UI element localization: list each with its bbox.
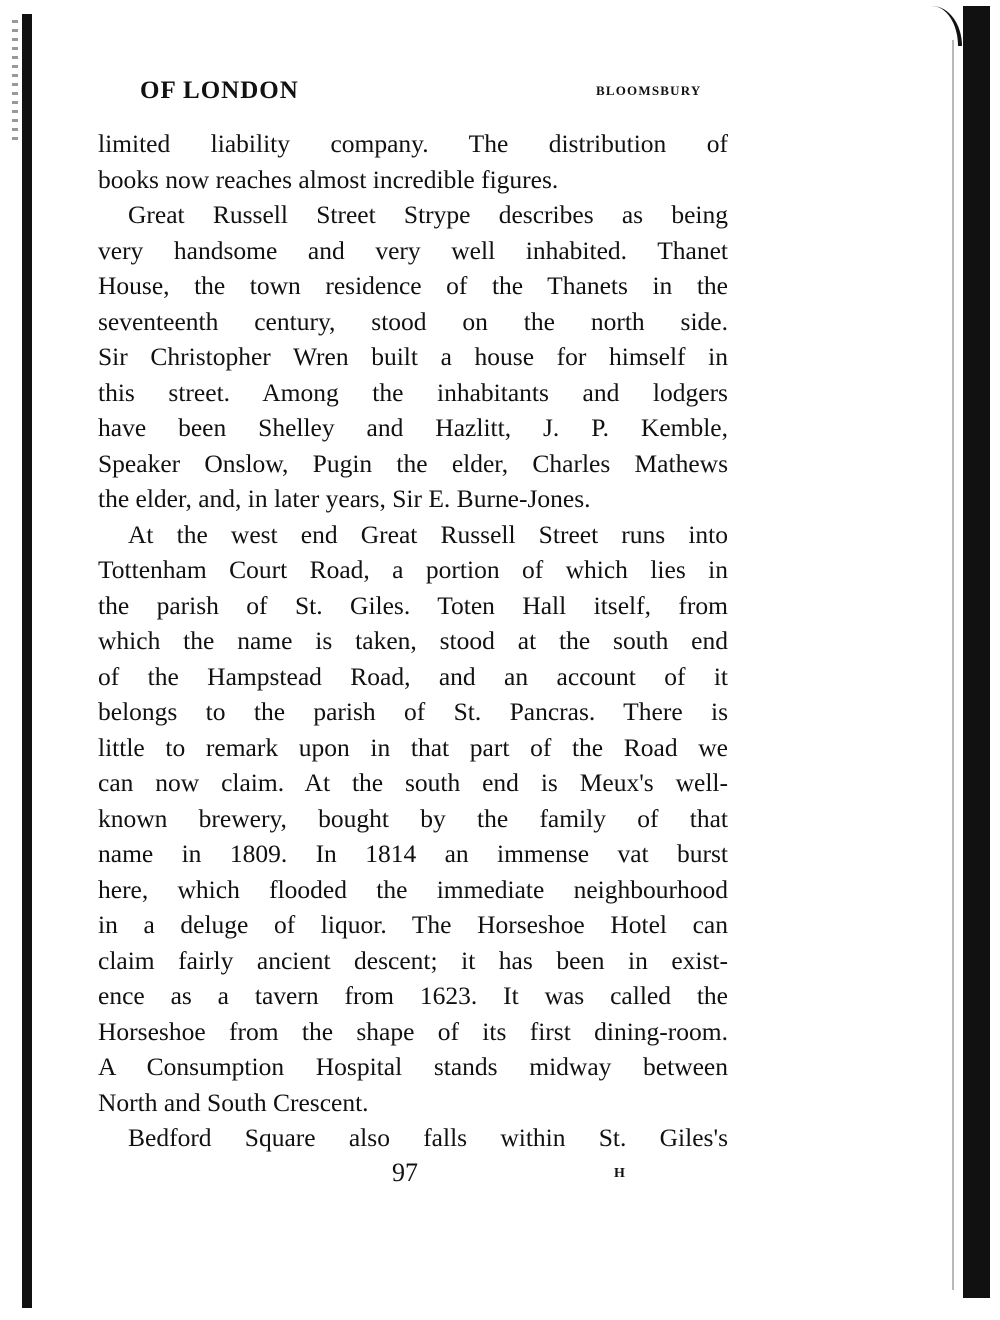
text-line: little to remark upon in that part of the Road we (98, 732, 728, 762)
text-line: Great Russell Street Strype describes as being (128, 200, 728, 229)
text-line: in a deluge of liquor. The Horseshoe Hotel can (98, 910, 728, 939)
text-line: this street. Among the inhabitants and lodgers (98, 377, 728, 407)
text-line: belongs to the parish of St. Pancras. There is (98, 697, 728, 726)
text-line: the elder, and, in later years, Sir E. Burne-Jones. (98, 484, 591, 513)
text-line: seventeenth century, stood on the north side. (98, 306, 728, 336)
text-line: books now reaches almost incredible figures. (98, 164, 559, 194)
text-line: Tottenham Court Road, a portion of which lies in (98, 555, 728, 584)
scan-right-edge (963, 6, 990, 1298)
scan-left-edge (22, 14, 32, 1308)
text-line: the parish of St. Giles. Toten Hall itself, from (98, 590, 728, 620)
text-line: which the name is taken, stood at the south end (98, 626, 728, 655)
text-line: Horseshoe from the shape of its first dining-room. (98, 1016, 728, 1046)
text-line: ence as a tavern from 1623. It was called the (98, 981, 728, 1010)
text-line: House, the town residence of the Thanets in the (98, 271, 728, 300)
signature-mark: H (614, 1166, 625, 1181)
text-line: At the west end Great Russell Street runs into (128, 519, 728, 549)
text-line: Sir Christopher Wren built a house for himself in (98, 342, 728, 371)
text-line: claim fairly ancient descent; it has been in exist- (98, 945, 728, 975)
text-line: limited liability company. The distribution of (98, 129, 728, 158)
text-line: very handsome and very well inhabited. Thanet (98, 235, 728, 265)
text-line: Bedford Square also falls within St. Giles's (128, 1123, 728, 1152)
text-line: of the Hampstead Road, and an account of it (98, 661, 728, 691)
text-line: known brewery, bought by the family of that (98, 803, 728, 833)
body-text (98, 126, 728, 1156)
scan-right-page-curl (928, 6, 962, 46)
text-line: can now claim. At the south end is Meux's well- (98, 768, 728, 797)
text-line: name in 1809. In 1814 an immense vat burst (98, 839, 728, 868)
scan-left-speckle (12, 20, 18, 140)
running-head-title: OF LONDON (140, 77, 299, 104)
scan-right-gutter-line (952, 40, 954, 1290)
text-line: North and South Crescent. (98, 1087, 369, 1117)
text-line: have been Shelley and Hazlitt, J. P. Kemble, (98, 413, 728, 442)
running-head-section: BLOOMSBURY (596, 83, 702, 98)
text-line: Speaker Onslow, Pugin the elder, Charles Mathews (98, 448, 728, 478)
text-line: here, which flooded the immediate neighbourhood (98, 874, 728, 904)
text-line: A Consumption Hospital stands midway between (98, 1052, 728, 1081)
page-number: 97 (392, 1158, 418, 1187)
